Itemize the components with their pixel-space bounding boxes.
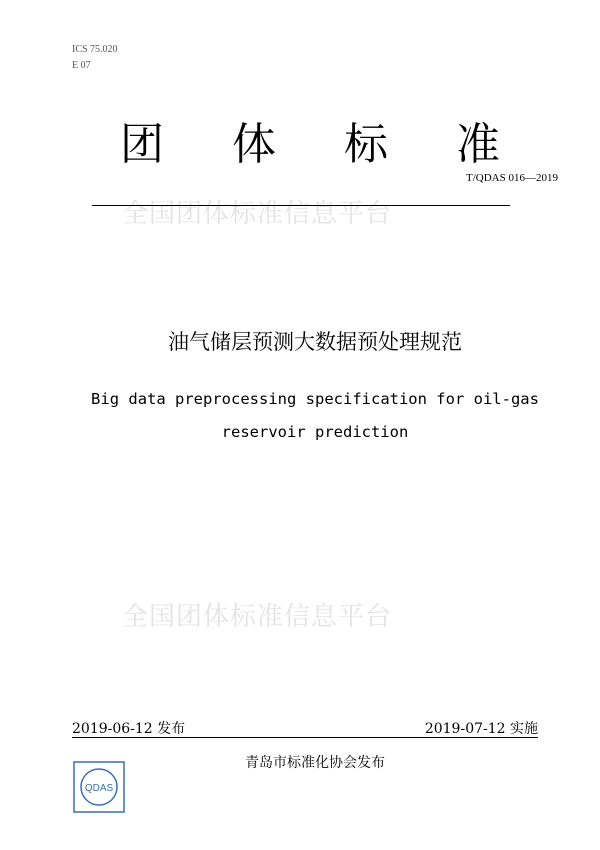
doc-type-char-2: 体 bbox=[232, 119, 276, 170]
standard-code: T/QDAS 016—2019 bbox=[466, 172, 558, 184]
header-divider bbox=[92, 205, 510, 206]
doc-type-char-3: 标 bbox=[344, 119, 388, 170]
footer-divider bbox=[72, 737, 538, 738]
document-type-heading bbox=[120, 112, 500, 168]
publisher: 青岛市标准化协会发布 bbox=[245, 755, 385, 771]
implementation-date: 2019-07-12 实施 bbox=[424, 721, 538, 737]
watermark-top: 全国团体标准信息平台 bbox=[122, 199, 393, 229]
title-english-line-2: reservoir prediction bbox=[221, 423, 409, 441]
watermark-bottom: 全国团体标准信息平台 bbox=[122, 602, 393, 632]
doc-type-char-4: 准 bbox=[456, 119, 500, 170]
ics-code: ICS 75.020 bbox=[72, 44, 118, 55]
logo-text: QDAS bbox=[84, 783, 114, 794]
doc-type-char-1: 团 bbox=[120, 119, 164, 170]
title-english-line-1: Big data preprocessing specification for oil-gas bbox=[91, 390, 539, 408]
title-chinese: 油气储层预测大数据预处理规范 bbox=[168, 330, 462, 354]
issue-date: 2019-06-12 发布 bbox=[72, 721, 186, 737]
ccs-code: E 07 bbox=[72, 60, 91, 71]
